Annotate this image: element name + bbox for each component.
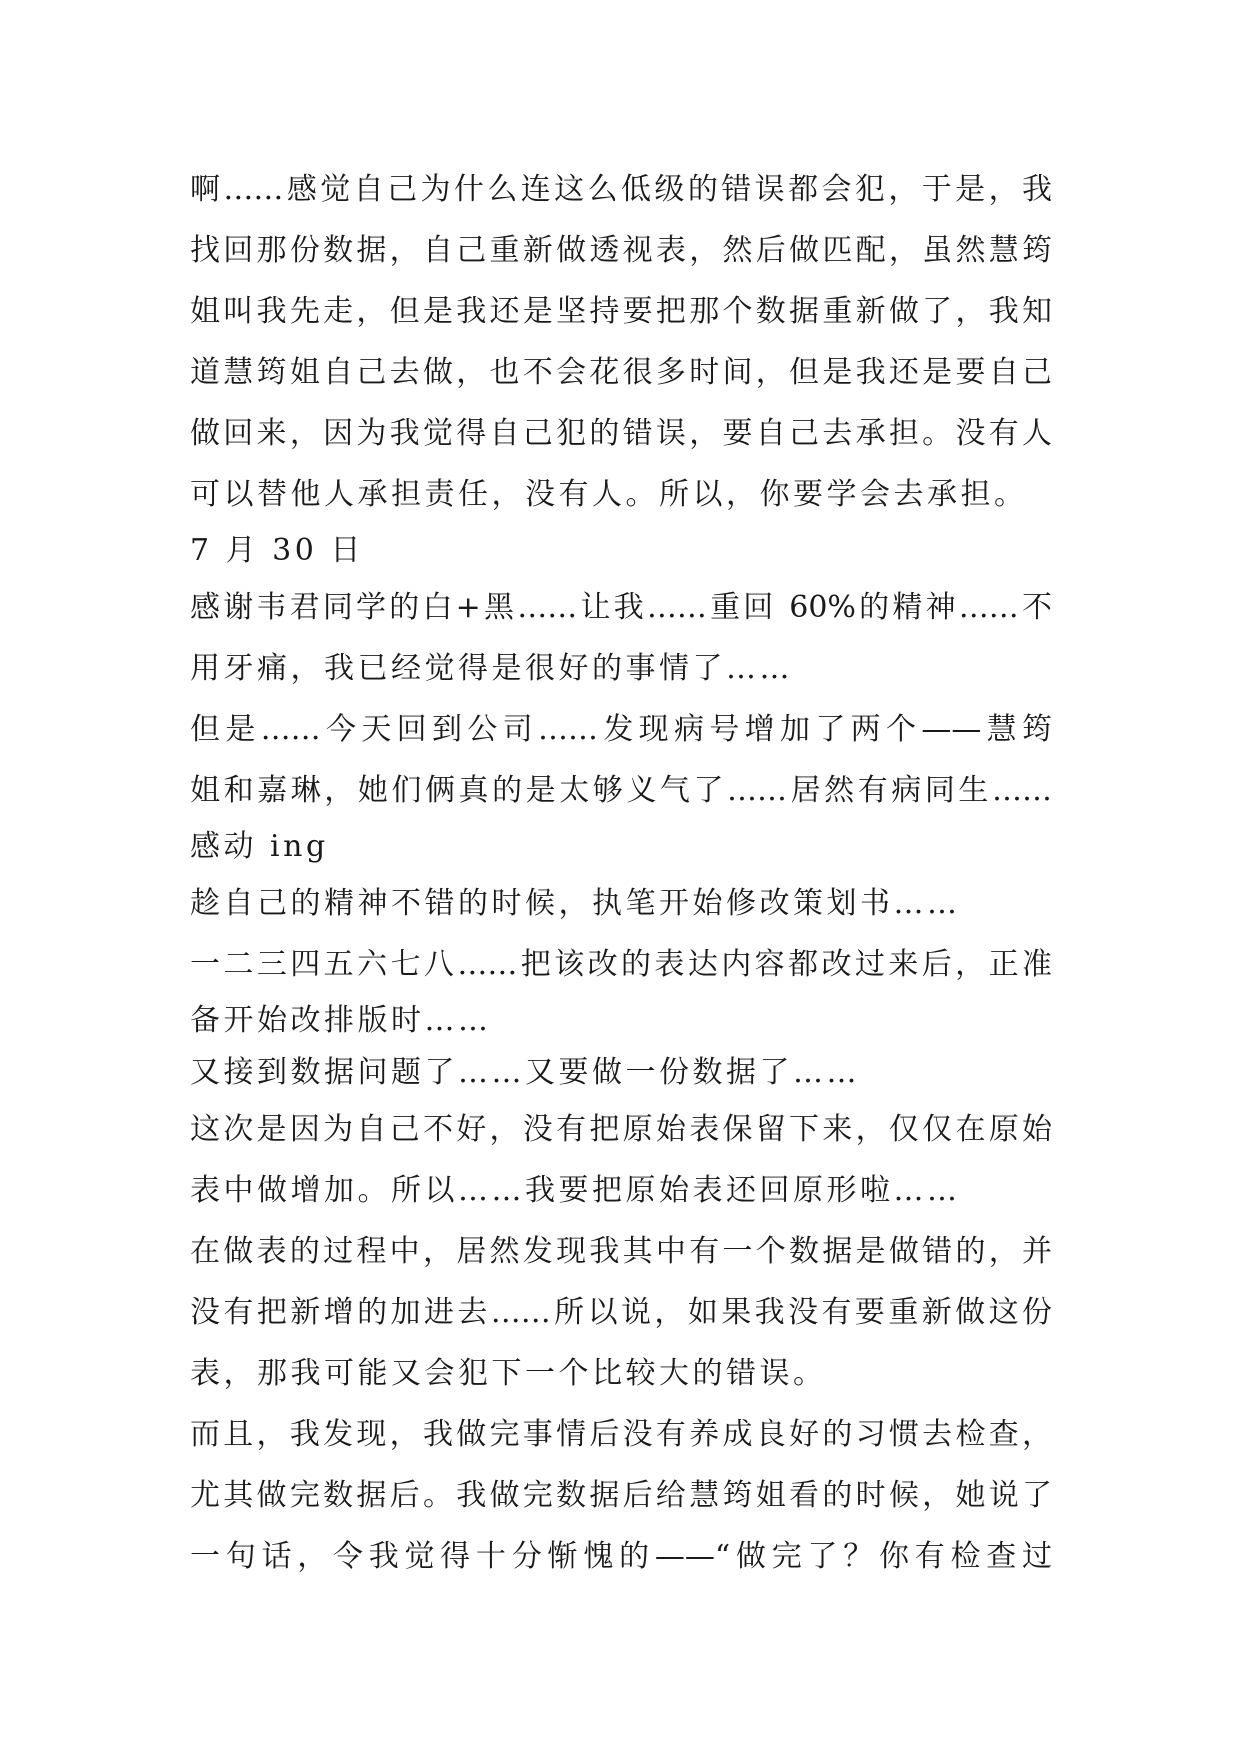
text-line: 感谢韦君同学的白+黑……让我……重回 60%的精神……不 bbox=[190, 590, 1052, 625]
text-line: 在做表的过程中，居然发现我其中有一个数据是做错的，并 bbox=[190, 1234, 1052, 1269]
text-line: 备开始改排版时…… bbox=[190, 1003, 492, 1038]
document-body bbox=[190, 159, 1070, 1587]
text-line: 姐和嘉琳，她们俩真的是太够义气了……居然有病同生…… bbox=[190, 773, 1052, 808]
text-line: 做回来，因为我觉得自己犯的错误，要自己去承担。没有人 bbox=[190, 416, 1052, 451]
text-line: 但是……今天回到公司……发现病号增加了两个——慧筠 bbox=[190, 712, 1052, 747]
text-line: 表，那我可能又会犯下一个比较大的错误。 bbox=[190, 1356, 827, 1391]
text-line: 又接到数据问题了……又要做一份数据了…… bbox=[190, 1055, 860, 1090]
date-heading: 7 月 30 日 bbox=[190, 533, 364, 568]
text-line: 用牙痛，我已经觉得是很好的事情了…… bbox=[190, 651, 793, 686]
text-line: 姐叫我先走，但是我还是坚持要把那个数据重新做了，我知 bbox=[190, 294, 1052, 329]
text-line: 感动 ing bbox=[190, 829, 329, 864]
text-line: 这次是因为自己不好，没有把原始表保留下来，仅仅在原始 bbox=[190, 1112, 1052, 1147]
text-line: 趁自己的精神不错的时候，执笔开始修改策划书…… bbox=[190, 886, 961, 921]
text-line: 道慧筠姐自己去做，也不会花很多时间，但是我还是要自己 bbox=[190, 355, 1052, 390]
text-line: 啊……感觉自己为什么连这么低级的错误都会犯，于是，我 bbox=[190, 172, 1052, 207]
text-line: 而且，我发现，我做完事情后没有养成良好的习惯去检查， bbox=[190, 1417, 1052, 1452]
text-line: 一二三四五六七八……把该改的表达内容都改过来后，正准 bbox=[190, 947, 1052, 982]
text-line: 表中做增加。所以……我要把原始表还回原形啦…… bbox=[190, 1173, 961, 1208]
text-line: 找回那份数据，自己重新做透视表，然后做匹配，虽然慧筠 bbox=[190, 233, 1052, 268]
text-line: 尤其做完数据后。我做完数据后给慧筠姐看的时候，她说了 bbox=[190, 1478, 1052, 1513]
text-line: 没有把新增的加进去……所以说，如果我没有要重新做这份 bbox=[190, 1295, 1052, 1330]
text-line: 一句话，令我觉得十分惭愧的——“做完了？你有检查过 bbox=[190, 1539, 1052, 1574]
text-line: 可以替他人承担责任，没有人。所以，你要学会去承担。 bbox=[190, 477, 1028, 512]
